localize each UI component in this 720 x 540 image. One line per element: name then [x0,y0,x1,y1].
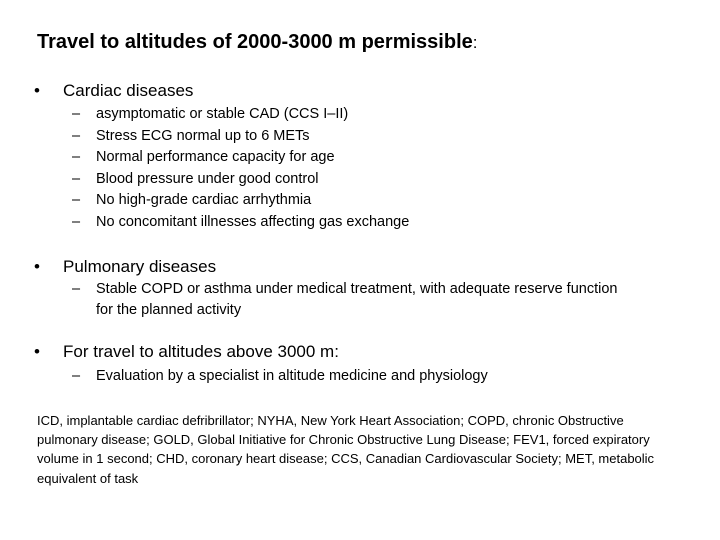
list-item-text: Blood pressure under good control [96,170,319,187]
dash-icon: – [72,127,81,144]
dash-icon: – [72,106,81,122]
dash-icon: – [72,368,81,384]
list-item-text: Stress ECG normal up to 6 METs [96,127,310,144]
list-item [72,104,409,126]
list-item-text: asymptomatic or stable CAD (CCS I–II) [96,106,349,122]
section-heading-pulmonary [34,257,216,277]
list-item-text: No high-grade cardiac arrhythmia [96,192,312,209]
bullet-icon: • [34,342,40,361]
dash-icon: – [72,281,81,297]
slide-title-colon: : [472,33,478,52]
dash-icon: – [72,192,81,209]
abbreviations-footnote: ICD, implantable cardiac defribrillator; NYHA, New York Heart Association; COPD, chronic Obstructive pulmonary disease; GOLD, Global Initiative for Chronic Obstructive Lung Disease; FEV1, forced expiratory volume in 1 second; CHD, coronary heart disease; CCS, Canadian Cardiovascular Society; MET, metabolic equivalent of task [37,413,655,486]
list-item-text: Evaluation by a specialist in altitude medicine and physiology [96,368,488,384]
slide-title [37,31,477,54]
list-item [72,126,409,148]
list-item [72,279,636,321]
list-item-text: Stable COPD or asthma under medical treatment, with adequate reserve function for the planned activity [96,281,618,318]
dash-icon: – [72,149,81,166]
list-item [72,147,409,169]
section-heading-text: Cardiac diseases [63,81,194,100]
above-3000-criteria-list [72,366,488,388]
section-heading-text: Pulmonary diseases [63,257,217,276]
list-item [72,366,488,388]
section-heading-text: For travel to altitudes above 3000 m: [63,342,339,361]
pulmonary-criteria-list [72,279,636,321]
slide-title-text: Travel to altitudes of 2000-3000 m permissible [37,31,473,53]
list-item [72,190,409,212]
section-heading-cardiac [34,81,193,101]
list-item-text: Normal performance capacity for age [96,149,335,166]
dash-icon: – [72,170,81,187]
list-item [72,212,409,234]
list-item [72,169,409,191]
section-heading-above-3000 [34,342,339,362]
dash-icon: – [72,213,81,230]
list-item-text: No concomitant illnesses affecting gas exchange [96,213,410,230]
bullet-icon: • [34,257,40,276]
cardiac-criteria-list [72,104,409,234]
bullet-icon: • [34,81,40,100]
